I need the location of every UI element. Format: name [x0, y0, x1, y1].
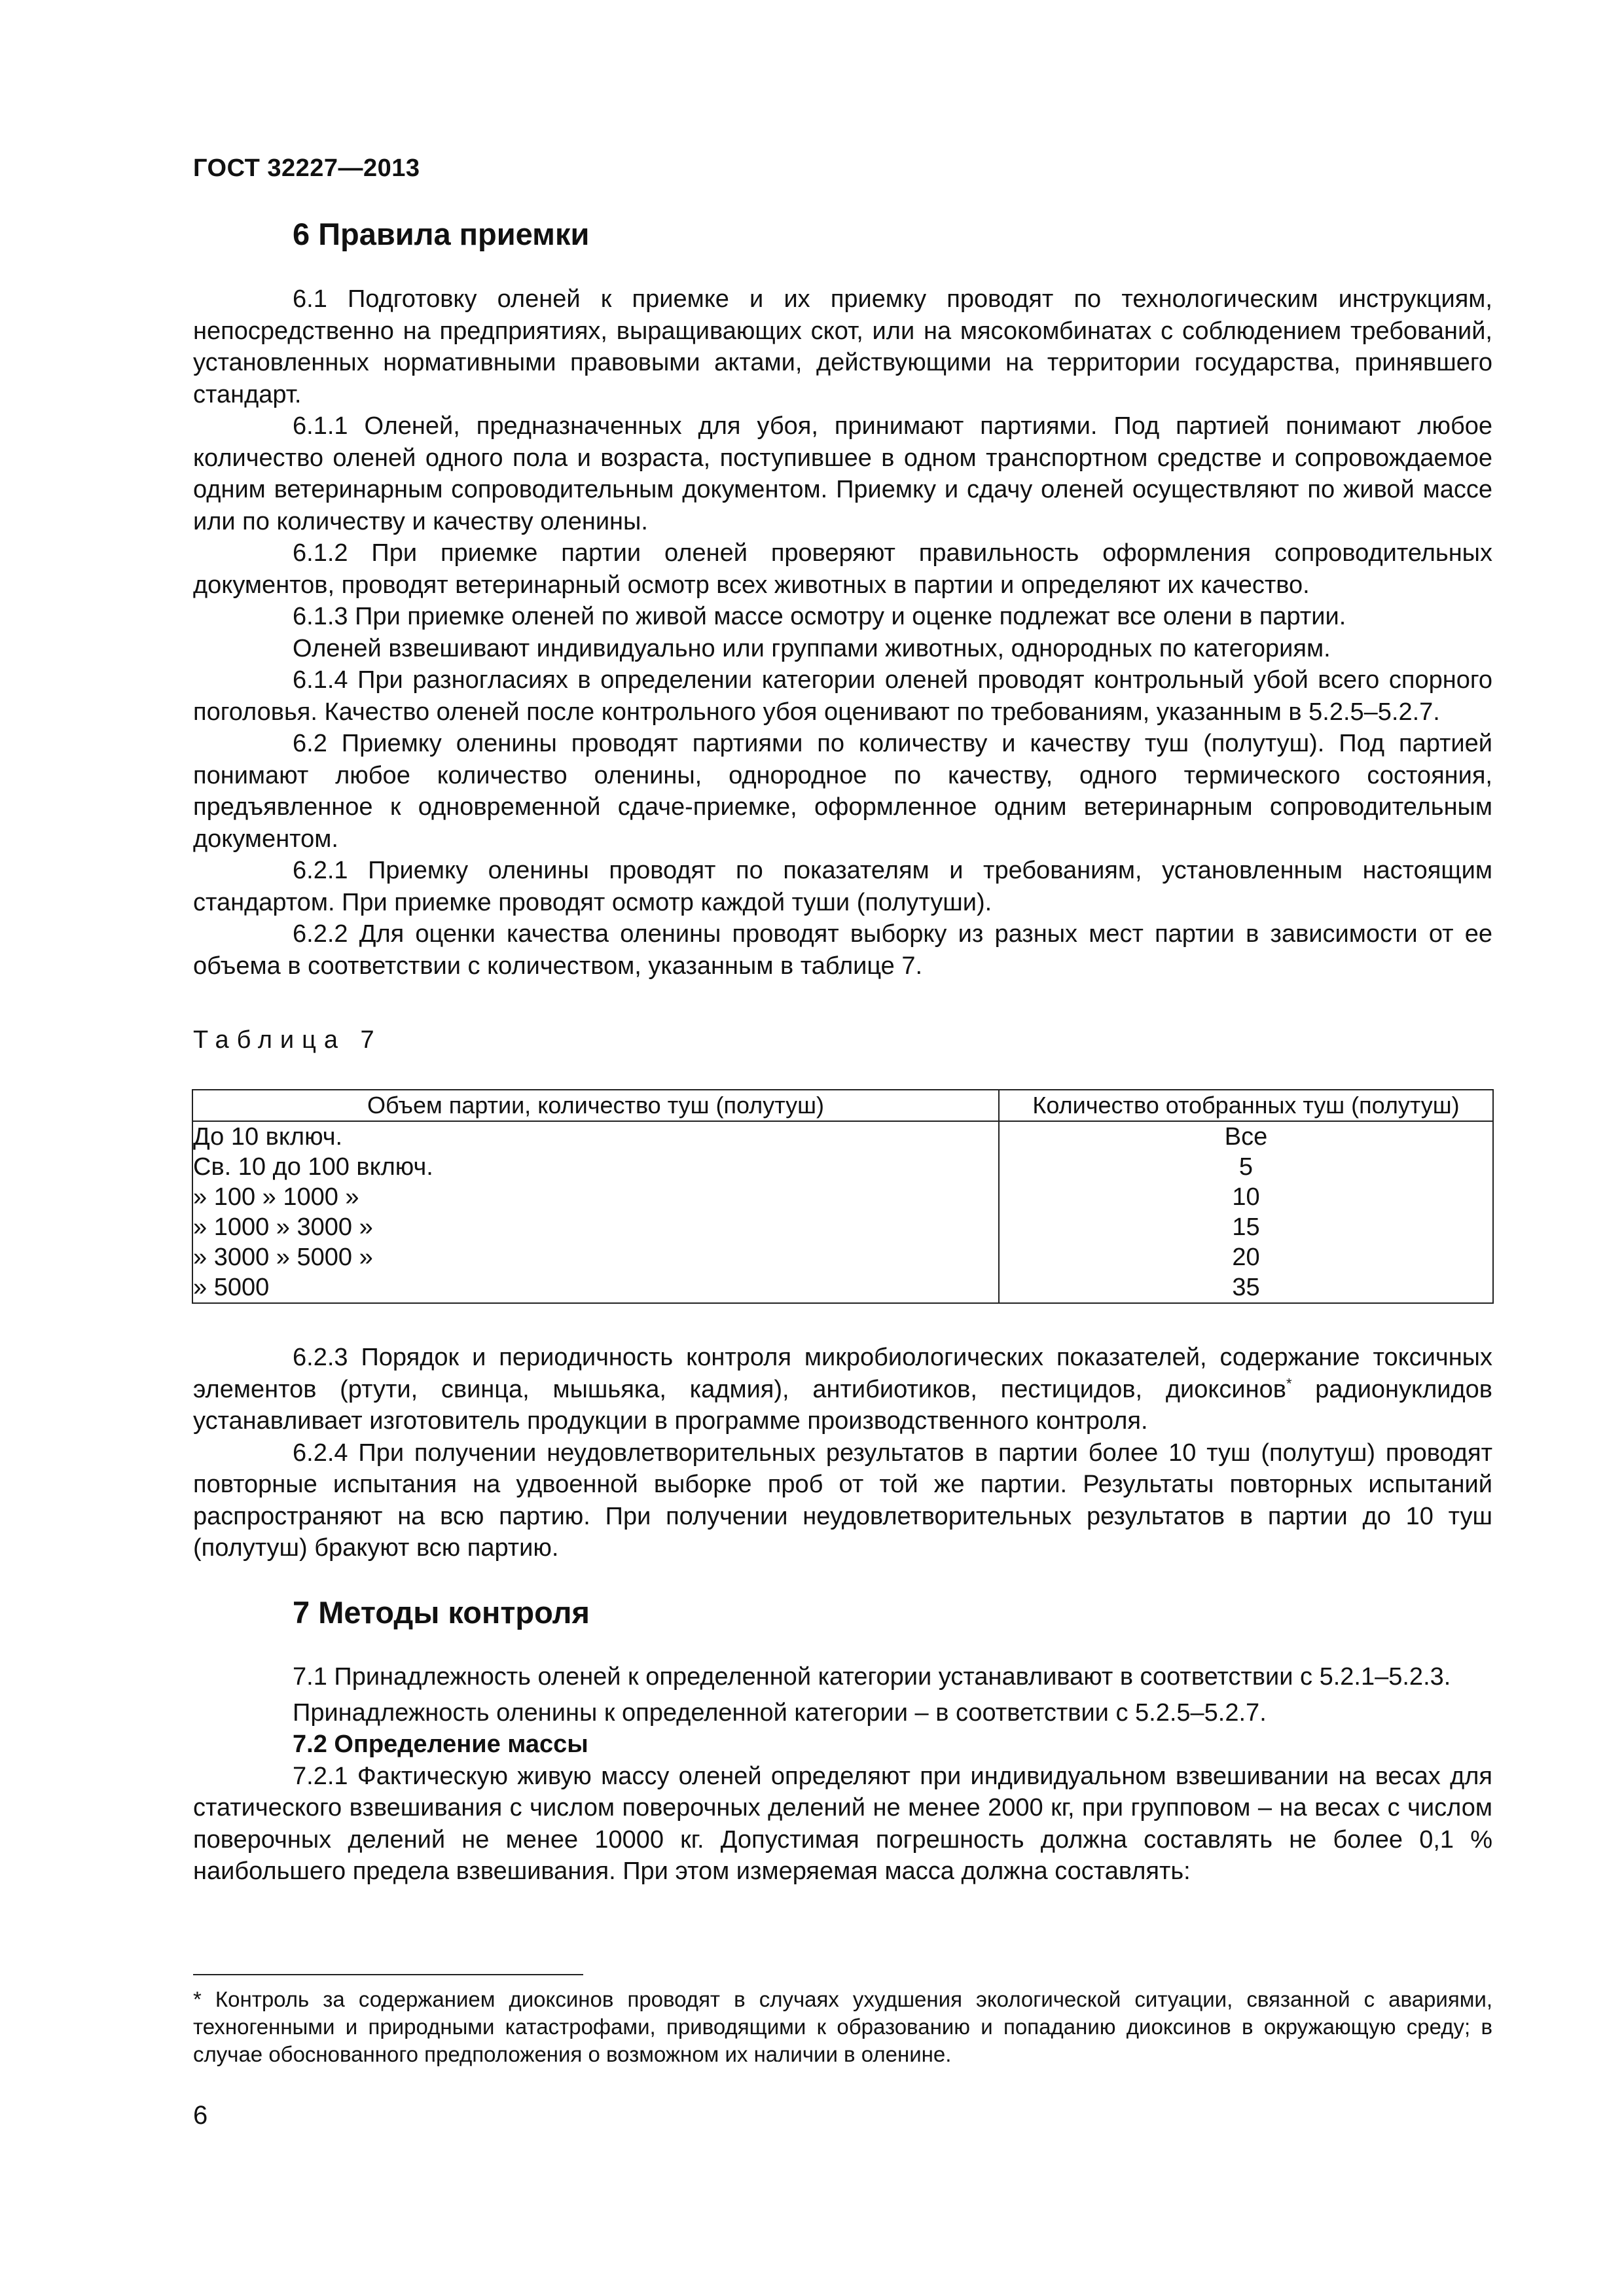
table-row	[192, 1182, 1493, 1212]
table-cell: » 1000 » 3000 »	[192, 1212, 999, 1242]
table-cell: » 100 » 1000 »	[192, 1182, 999, 1212]
subsection-7-2-title: 7.2 Определение массы	[293, 1731, 588, 1758]
table-row	[192, 1212, 1493, 1242]
paragraph-6-2-1: 6.2.1 Приемку оленины проводят по показателям и требованиям, установленным настоящим стандартом. При приемке проводят осмотр каждой туши (полутуши).	[193, 857, 1492, 916]
table-cell: » 3000 » 5000 »	[192, 1242, 999, 1272]
table-header-cell: Количество отобранных туш (полутуш)	[999, 1090, 1493, 1121]
table-cell: 35	[999, 1272, 1493, 1303]
paragraph-6-2-4: 6.2.4 При получении неудовлетворительных результатов в партии более 10 туш (полутуш) проводят повторные испытания на удвоенной выборке проб от той же партии. Результаты повторных испытаний распространяют на всю партию. При получении неудовлетворительных результатов в партии до 10 туш (полутуш) бракуют всю партию.	[193, 1439, 1492, 1562]
table-cell: Все	[999, 1121, 1493, 1152]
section-6-title: 6 Правила приемки	[293, 217, 590, 251]
table-cell: 5	[999, 1152, 1493, 1182]
footnote-separator	[193, 1974, 583, 1975]
paragraph-6-2-3-text-end: радионуклидов устанавливает изготовитель продукции в программе производственного контроля.	[193, 1375, 1492, 1435]
table-cell: 15	[999, 1212, 1493, 1242]
table-7	[192, 1089, 1494, 1304]
paragraph-6-2: 6.2 Приемку оленины проводят партиями по количеству и качеству туш (полутуш). Под партией понимают любое количество оленины, однородное по качеству, одного термического состояния, предъявленное к одновременной сдаче-приемке, оформленное одним ветеринарным сопроводительным документом.	[193, 730, 1492, 853]
table-cell: » 5000	[192, 1272, 999, 1303]
paragraph-7-1: 7.1 Принадлежность оленей к определенной категории устанавливают в соответствии с 5.2.1–5.2.3.	[293, 1663, 1451, 1691]
page-number: 6	[193, 2101, 208, 2130]
paragraph-7-1b: Принадлежность оленины к определенной категории – в соответствии с 5.2.5–5.2.7.	[293, 1698, 1267, 1727]
paragraph-6-2-2: 6.2.2 Для оценки качества оленины проводят выборку из разных мест партии в зависимости от ее объема в соответствии с количеством, указанным в таблице 7.	[193, 920, 1492, 980]
paragraph-6-1-3b: Оленей взвешивают индивидуально или группами животных, однородных по категориям.	[293, 634, 1331, 662]
section-7-title: 7 Методы контроля	[293, 1595, 590, 1630]
footnote-mark: *	[1286, 1374, 1292, 1391]
paragraph-6-2-3	[193, 1342, 1492, 1437]
paragraph-6-1-3: 6.1.3 При приемке оленей по живой массе осмотру и оценке подлежат все олени в партии.	[293, 603, 1346, 630]
paragraph-6-2-3-text: 6.2.3 Порядок и периодичность контроля микробиологических показателей, содержание токсичных элементов (ртути, свинца, мышьяка, кадмия), антибиотиков, пестицидов, диоксинов	[193, 1344, 1492, 1403]
paragraph-6-1-1: 6.1.1 Оленей, предназначенных для убоя, принимают партиями. Под партией понимают любое количество оленей одного пола и возраста, поступившее в одном транспортном средстве и сопровождаемое одним ветеринарным сопроводительным документом. Приемку и сдачу оленей осуществляют по живой массе или по количеству и качеству оленины.	[193, 412, 1492, 535]
table-header-row	[192, 1090, 1493, 1121]
table-cell: Св. 10 до 100 включ.	[192, 1152, 999, 1182]
paragraph-6-1-4: 6.1.4 При разногласиях в определении категории оленей проводят контрольный убой всего спорного поголовья. Качество оленей после контрольного убоя оценивают по требованиям, указанным в 5.2.5–5.2.7.	[193, 666, 1492, 726]
table-cell: 10	[999, 1182, 1493, 1212]
document-header: ГОСТ 32227—2013	[193, 154, 420, 182]
table-row	[192, 1121, 1493, 1152]
table-cell: 20	[999, 1242, 1493, 1272]
table-row	[192, 1272, 1493, 1303]
footnote: * Контроль за содержанием диоксинов проводят в случаях ухудшения экологической ситуации, связанной с авариями, техногенными и природными катастрофами, приводящими к образованию и попаданию диоксинов в окружающую среду; в случае обоснованного предположения о возможном их наличии в оленине.	[193, 1987, 1492, 2066]
table-header-cell: Объем партии, количество туш (полутуш)	[192, 1090, 999, 1121]
paragraph-6-1-2: 6.1.2 При приемке партии оленей проверяют правильность оформления сопроводительных документов, проводят ветеринарный осмотр всех животных в партии и определяют их качество.	[193, 539, 1492, 599]
table-row	[192, 1242, 1493, 1272]
paragraph-7-2-1: 7.2.1 Фактическую живую массу оленей определяют при индивидуальном взвешивании на весах для статического взвешивания с числом поверочных делений не менее 2000 кг, при групповом – на весах с числом поверочных делений не менее 10000 кг. Допустимая погрешность должна составлять не более 0,1 % наибольшего предела взвешивания. При этом измеряемая масса должна составлять:	[193, 1762, 1492, 1885]
table-7-caption: Таблица 7	[193, 1026, 382, 1054]
paragraph-6-1: 6.1 Подготовку оленей к приемке и их приемку проводят по технологическим инструкциям, непосредственно на предприятиях, выращивающих скот, или на мясокомбинатах с соблюдением требований, установленных нормативными правовыми актами, действующими на территории государства, принявшего стандарт.	[193, 285, 1492, 408]
table-row	[192, 1152, 1493, 1182]
table-cell: До 10 включ.	[192, 1121, 999, 1152]
